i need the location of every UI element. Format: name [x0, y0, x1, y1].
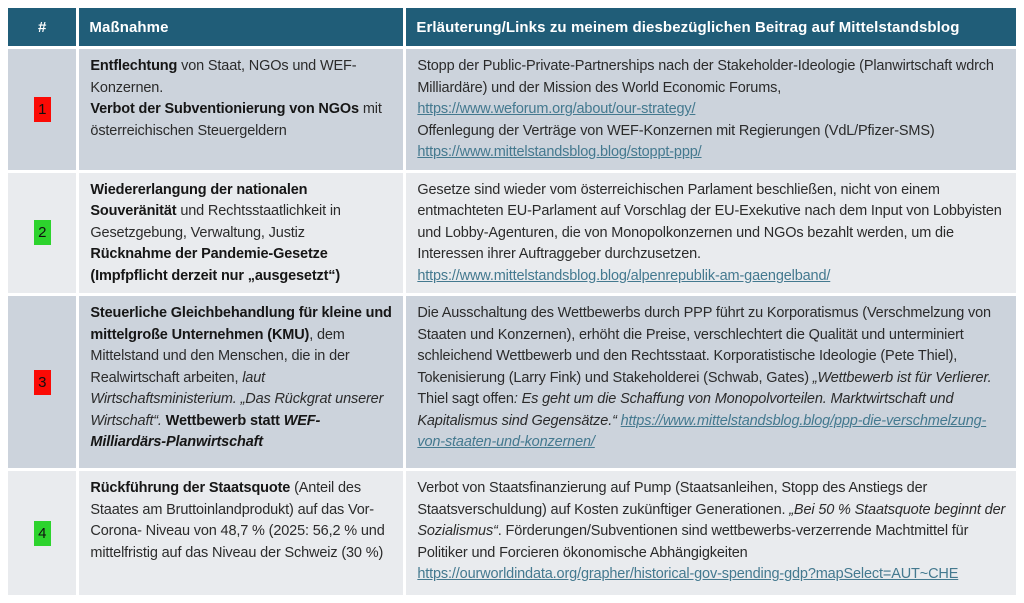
table-row-1 — [8, 49, 1016, 170]
measure-paragraph — [90, 56, 393, 99]
measures-table — [5, 5, 1019, 598]
explain-paragraph — [417, 56, 1006, 99]
text-segment: Rückführung der Staatsquote — [90, 480, 291, 496]
row-number-badge: 4 — [34, 521, 51, 546]
table-row-3 — [8, 296, 1016, 468]
row-number-cell — [8, 296, 76, 468]
table-row-2 — [8, 173, 1016, 294]
stoppt-ppp-link[interactable]: https://www.mittelstandsblog.blog/stoppt-ppp/ — [417, 144, 702, 160]
text-segment: (Anteil des Staates am Bruttoinlandprodukt) auf das Vor-Corona- Niveau von 48,7 % (2025: 56,2 % und mittelfristig auf das Niveau der Schweiz (30 %) — [90, 480, 385, 561]
measure-cell — [79, 49, 403, 170]
text-segment: : Es geht um die Schaffung von Monopolvorteilen. Marktwirtschaft und Kapitalismus sind Gegensätze.“ — [417, 391, 954, 429]
explain-paragraph — [417, 180, 1006, 266]
row-number-badge: 3 — [34, 370, 51, 395]
explain-cell — [406, 49, 1016, 170]
text-segment: Offenlegung der Verträge von WEF-Konzernen mit Regierungen (VdL/Pfizer-SMS) — [417, 122, 935, 139]
measure-paragraph — [90, 244, 393, 287]
measure-paragraph — [90, 478, 393, 564]
text-segment: Verbot von Staatsfinanzierung auf Pump (Staatsanleihen, Stopp des Anstiegs der Staatsverschuldung) auf Kosten zukünftiger Generationen. — [417, 480, 928, 518]
text-segment: Rücknahme der Pandemie-Gesetze (Impfpflicht derzeit nur „ausgesetzt“) — [90, 246, 341, 284]
measure-paragraph — [90, 180, 393, 245]
weforum-strategy-link[interactable]: https://www.weforum.org/about/our-strategy/ — [417, 101, 696, 117]
header-cell-measure: Maßnahme — [79, 8, 403, 46]
measure-paragraph — [90, 303, 393, 454]
explain-paragraph — [417, 121, 1006, 143]
text-segment: Wiedererlangung der nationalen Souveränität — [90, 181, 308, 219]
measure-paragraph — [90, 99, 393, 142]
header-cell-explain: Erläuterung/Links zu meinem diesbezüglichen Beitrag auf Mittelstandsblog — [406, 8, 1016, 46]
text-segment: „Wettbewerb ist für Verlierer. — [812, 369, 992, 386]
measure-cell — [79, 471, 403, 595]
ourworldindata-link[interactable]: https://ourworldindata.org/grapher/historical-gov-spending-gdp?mapSelect=AUT~CHE — [417, 566, 959, 582]
header-row — [8, 8, 1016, 46]
text-segment: Steuerliche Gleichbehandlung für kleine und mittelgroße Unternehmen (KMU) — [90, 305, 392, 343]
table-row-4 — [8, 471, 1016, 595]
text-segment: mit österreichischen Steuergeldern — [90, 101, 382, 139]
row-number-cell — [8, 173, 76, 294]
text-segment: „Bei 50 % Staatsquote beginnt der Sozialismus“ — [417, 501, 1006, 539]
alpenrepublik-link[interactable]: https://www.mittelstandsblog.blog/alpenrepublik-am-gaengelband/ — [417, 267, 831, 284]
text-segment: Wettbewerb statt — [165, 412, 284, 429]
text-segment: Entflechtung — [90, 58, 178, 74]
row-number-badge: 1 — [34, 97, 51, 122]
explain-paragraph — [417, 478, 1006, 564]
text-segment: von Staat, NGOs und WEF-Konzernen. — [90, 58, 357, 96]
explain-cell — [406, 296, 1016, 468]
row-number-cell — [8, 471, 76, 595]
text-segment: WEF-Milliardärs-Planwirtschaft — [90, 412, 321, 450]
text-segment: . Förderungen/Subventionen sind wettbewerbs-verzerrende Machtmittel für Politiker und Forcieren ökonomische Abhängigkeiten — [417, 523, 969, 561]
text-segment: Die Ausschaltung des Wettbewerbs durch PPP führt zu Korporatismus (Verschmelzung von Staaten und Konzernen), erhöht die Preise, verschlechtert die Qualität und unterminiert schleichend Wettbewerb und den Rechtsstaat. Korporatistische Ideologie (Pete Thiel), Tokenisierung (Larry Fink) und Stakeholderei (Schwab, Gates) — [417, 305, 991, 386]
ppp-verschmelzung-link[interactable]: https://www.mittelstandsblog.blog/ppp-die-verschmelzung-von-staaten-und-konzernen/ — [417, 412, 987, 450]
text-segment: , dem Mittelstand und den Menschen, die in der Realwirtschaft arbeiten, — [90, 326, 350, 386]
header-cell-number: # — [8, 8, 76, 46]
text-segment: Verbot der Subventionierung von NGOs — [90, 101, 359, 117]
text-segment: laut Wirtschaftsministerium. — [90, 369, 265, 407]
text-segment: Thiel sagt offen — [417, 391, 514, 407]
explain-paragraph — [417, 303, 1006, 454]
explain-cell — [406, 471, 1016, 595]
measure-cell — [79, 173, 403, 294]
measure-cell — [79, 296, 403, 468]
text-segment: Gesetze sind wieder vom österreichischen Parlament beschließen, nicht von einem entmachteten EU-Parlament auf Vorschlag der EU-Exekutive nach dem Input von Lobbyisten und Lobby-Agenturen, die von Monopolkonzernen und NGOs bezahlt werden, um die Interessen ihrer Auftraggeber durchzusetzen. — [417, 181, 1002, 262]
explain-cell — [406, 173, 1016, 294]
text-segment: „Das Rückgrat unserer Wirtschaft“. — [90, 391, 384, 429]
text-segment: und Rechtsstaatlichkeit in Gesetzgebung, Verwaltung, Justiz — [90, 203, 341, 241]
row-number-cell — [8, 49, 76, 170]
text-segment: Stopp der Public-Private-Partnerships nach der Stakeholder-Ideologie (Planwirtschaft wdrch Milliardäre) und der Mission des World Economic Forums, — [417, 58, 994, 96]
row-number-badge: 2 — [34, 220, 51, 245]
